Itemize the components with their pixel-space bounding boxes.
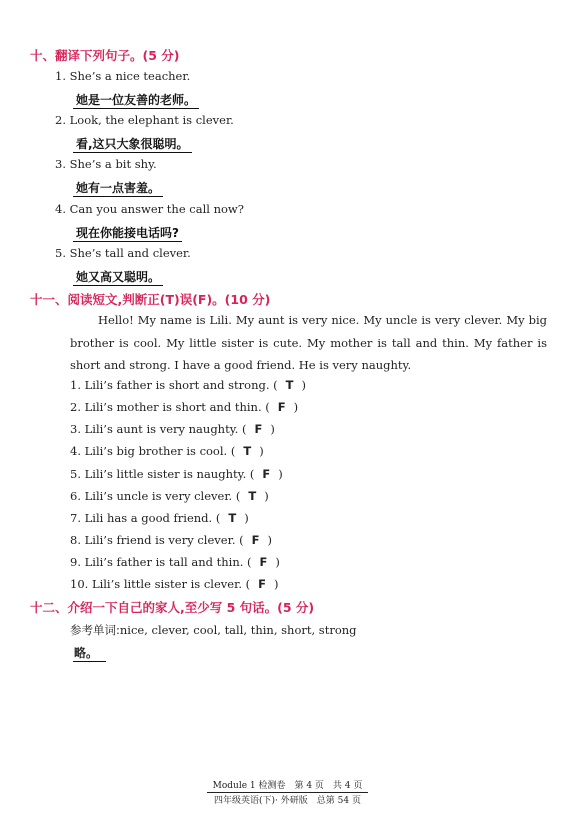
section-10-title: 十、翻译下列句子。(5 分) [30, 48, 180, 63]
tf-item-10: 10. Lili’s little sister is clever. ( F ) [70, 577, 279, 591]
tf-statement: 5. Lili’s little sister is naughty. [70, 467, 247, 481]
reading-passage: Hello! My name is Lili. My aunt is very nice. My uncle is very clever. My big brother is cool. My little sister is cute. My mother is tall and thin. My father is short and strong. I have a good friend. He is very naughty. [70, 313, 547, 372]
tf-answer: T [248, 489, 257, 503]
tf-item-8: 8. Lili’s friend is very clever. ( F ) [70, 533, 272, 547]
tf-answer: F [262, 467, 271, 481]
question-1: 1. She’s a nice teacher. [55, 69, 191, 83]
question-3: 3. She’s a bit shy. [55, 157, 157, 171]
reference-words-label: 参考单词: [70, 623, 120, 637]
tf-item-2: 2. Lili’s mother is short and thin. ( F ) [70, 400, 299, 414]
section-12-answer-text: 略。 [73, 646, 106, 662]
question-5: 5. She’s tall and clever. [55, 246, 191, 260]
tf-item-7: 7. Lili has a good friend. ( T ) [70, 511, 249, 525]
answer-1-text: 她是一位友善的老师。 [73, 93, 199, 109]
answer-4 [73, 224, 182, 241]
question-2: 2. Look, the elephant is clever. [55, 113, 234, 127]
answer-2 [73, 135, 192, 152]
answer-2-text: 看,这只大象很聪明。 [73, 137, 192, 153]
tf-item-9: 9. Lili’s father is tall and thin. ( F ) [70, 555, 280, 569]
tf-answer: F [251, 533, 260, 547]
section-12-title: 十二、介绍一下自己的家人,至少写 5 句话。(5 分) [30, 600, 315, 615]
answer-3-text: 她有一点害羞。 [73, 181, 163, 197]
tf-statement: 4. Lili’s big brother is cool. [70, 444, 228, 458]
tf-answer: T [285, 378, 294, 392]
footer-page-info [0, 778, 575, 791]
tf-statement: 3. Lili’s aunt is very naughty. [70, 422, 239, 436]
answer-5-text: 她又高又聪明。 [73, 270, 163, 286]
tf-item-5: 5. Lili’s little sister is naughty. ( F ) [70, 467, 283, 481]
tf-answer: F [258, 577, 266, 591]
reference-words-list: nice, clever, cool, tall, thin, short, strong [119, 623, 357, 637]
question-4: 4. Can you answer the call now? [55, 202, 244, 216]
tf-answer: T [228, 511, 237, 525]
tf-statement: 10. Lili’s little sister is clever. [70, 577, 242, 591]
answer-3 [73, 179, 163, 196]
tf-answer: T [243, 444, 252, 458]
tf-item-6: 6. Lili’s uncle is very clever. ( T ) [70, 489, 269, 503]
tf-item-3: 3. Lili’s aunt is very naughty. ( F ) [70, 422, 275, 436]
answer-4-text: 现在你能接电话吗? [73, 226, 182, 242]
tf-statement: 8. Lili’s friend is very clever. [70, 533, 236, 547]
answer-1 [73, 91, 199, 108]
reference-words [70, 622, 357, 638]
footer-line-1: Module 1 检测卷 第 4 页 共 4 页 [207, 781, 369, 793]
tf-answer: F [254, 422, 263, 436]
tf-statement: 6. Lili’s uncle is very clever. [70, 489, 233, 503]
tf-item-1: 1. Lili’s father is short and strong. ( T ) [70, 378, 307, 392]
answer-5 [73, 268, 163, 285]
tf-answer: F [277, 400, 286, 414]
tf-item-4: 4. Lili’s big brother is cool. ( T ) [70, 444, 264, 458]
section-11-title: 十一、阅读短文,判断正(T)误(F)。(10 分) [30, 292, 271, 307]
tf-answer: F [259, 555, 268, 569]
section-12-answer [73, 644, 106, 661]
tf-statement: 1. Lili’s father is short and strong. [70, 378, 270, 392]
footer-line-2: 四年级英语(下)· 外研版 总第 54 页 [214, 796, 361, 806]
tf-statement: 9. Lili’s father is tall and thin. [70, 555, 244, 569]
footer-book-info [0, 793, 575, 806]
tf-statement: 2. Lili’s mother is short and thin. [70, 400, 262, 414]
tf-statement: 7. Lili has a good friend. [70, 511, 213, 525]
